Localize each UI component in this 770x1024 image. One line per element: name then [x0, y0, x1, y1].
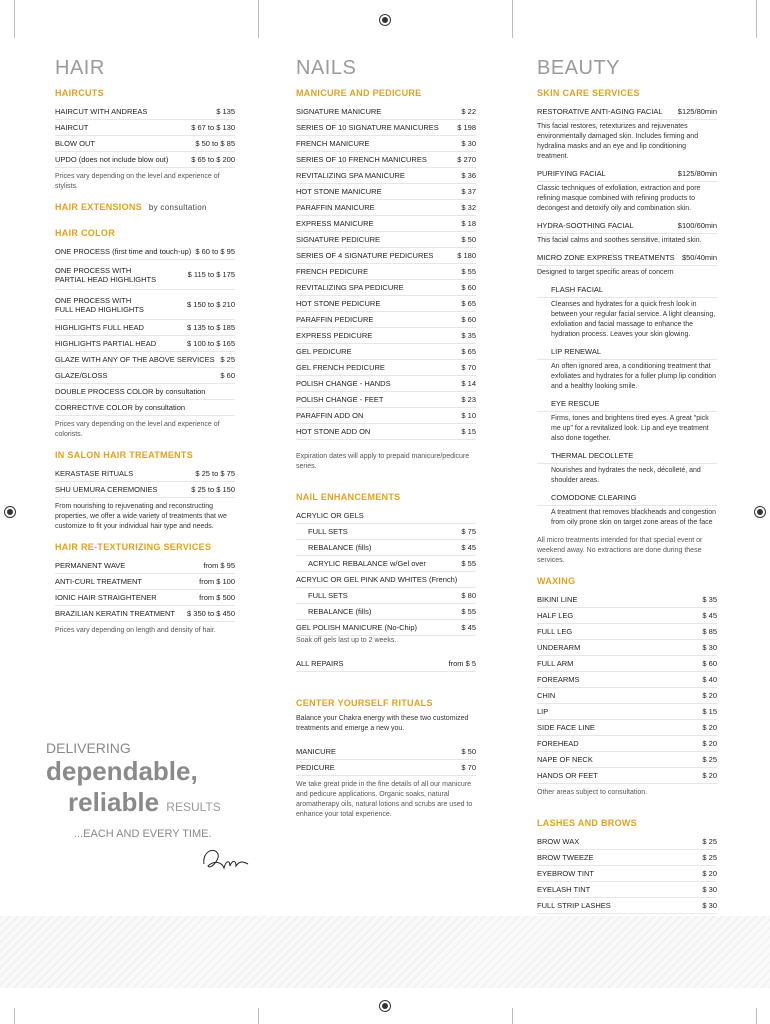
retexturizing-row — [55, 574, 235, 590]
item-name: ONE PROCESS WITH FULL HEAD HIGHLIGHTS — [55, 295, 144, 314]
item-price: $ 55 — [461, 559, 476, 568]
item-name: HIGHLIGHTS PARTIAL HEAD — [55, 339, 157, 348]
facial-row — [537, 104, 717, 120]
manicure-row — [296, 152, 476, 168]
crop-mark — [258, 1008, 259, 1024]
item-price: $ 65 — [461, 347, 476, 356]
retexturizing-list — [55, 558, 235, 622]
item-name: HOT STONE PEDICURE — [296, 299, 381, 308]
item-name: POLISH CHANGE - FEET — [296, 395, 384, 404]
item-name: FULL ARM — [537, 659, 574, 668]
item-price: $ 37 — [461, 187, 476, 196]
item-price: $ 75 — [461, 527, 476, 536]
manicure-row — [296, 216, 476, 232]
rituals-note: We take great pride in the fine details of all our manicure and pedicure applications. Organic soaks, natural aromatherapy oils, natural lotions and scrubs are used to enhance your total experience. — [296, 781, 473, 818]
item-price: $ 20 — [702, 723, 717, 732]
lashes-heading: LASHES AND BROWS — [537, 818, 637, 828]
item-name: SIGNATURE MANICURE — [296, 107, 382, 116]
manicure-row — [296, 104, 476, 120]
item-name: REVITALIZING SPA MANICURE — [296, 171, 405, 180]
item-name: THERMAL DECOLLETE — [551, 451, 634, 460]
item-name: FOREARMS — [537, 675, 580, 684]
hair-color-note: Prices vary depending on the level and experience of colorists. — [55, 421, 220, 438]
waxing-row — [537, 608, 717, 624]
item-price: $ 25 — [220, 355, 235, 364]
item-name: EYELASH TINT — [537, 885, 591, 894]
item-name: ONE PROCESS (first time and touch-up) — [55, 247, 192, 256]
beauty-column — [537, 56, 717, 914]
item-price: $ 18 — [461, 219, 476, 228]
hair-color-row — [55, 320, 235, 336]
item-price: $ 67 to $ 130 — [191, 123, 235, 132]
retexturizing-row — [55, 606, 235, 622]
facial-price: $100/60min — [677, 221, 717, 230]
manicure-heading: MANICURE AND PEDICURE — [296, 88, 422, 98]
item-name: REVITALIZING SPA PEDICURE — [296, 283, 404, 292]
manicure-row — [296, 280, 476, 296]
item-name: EYE RESCUE — [551, 399, 600, 408]
facial-desc: Designed to target specific areas of concern — [537, 269, 674, 276]
item-price: $ 30 — [461, 139, 476, 148]
facial-price: $50/40min — [681, 253, 717, 262]
nails-title: NAILS — [296, 57, 357, 79]
item-price: $ 25 — [702, 853, 717, 862]
enhancement-row — [296, 524, 476, 540]
item-price: $ 25 — [702, 755, 717, 764]
manicure-row — [296, 344, 476, 360]
treatment-row — [55, 466, 235, 482]
manicure-note: Expiration dates will apply to prepaid manicure/pedicure series. — [296, 453, 470, 470]
item-name: BIKINI LINE — [537, 595, 578, 604]
enhancement-row — [296, 540, 476, 556]
manicure-row — [296, 424, 476, 440]
item-price: $ 60 — [220, 371, 235, 380]
item-name: COMODONE CLEARING — [551, 493, 637, 502]
item-price: $ 135 to $ 185 — [187, 323, 235, 332]
enhancement-row — [296, 556, 476, 572]
item-price: $ 180 — [457, 251, 476, 260]
retexturizing-row — [55, 558, 235, 574]
item-price: $ 85 — [702, 627, 717, 636]
micro-treatments-list — [537, 282, 717, 532]
manicure-row — [296, 264, 476, 280]
item-price: $ 60 to $ 95 — [195, 247, 235, 256]
item-name: EXPRESS PEDICURE — [296, 331, 373, 340]
item-price: $ 198 — [457, 123, 476, 132]
item-name: UPDO (does not include blow out) — [55, 155, 169, 164]
ritual-row — [296, 744, 476, 760]
item-price: $ 270 — [457, 155, 476, 164]
item-name: PERMANENT WAVE — [55, 561, 126, 570]
item-price: $ 50 — [461, 747, 476, 756]
hair-color-row — [55, 260, 235, 290]
item-name: GEL FRENCH PEDICURE — [296, 363, 385, 372]
item-price: $ 30 — [702, 901, 717, 910]
item-price: $ 30 — [702, 643, 717, 652]
item-name: PARAFFIN ADD ON — [296, 411, 364, 420]
micro-treatment-row — [537, 448, 717, 464]
item-name: CHIN — [537, 691, 556, 700]
tagline-line-2 — [68, 787, 256, 818]
facial-row — [537, 166, 717, 182]
tagline-line-3: ...EACH AND EVERY TIME. — [74, 828, 212, 840]
manicure-row — [296, 296, 476, 312]
facial-desc: This facial calms and soothes sensitive, irritated skin. — [537, 237, 702, 244]
tagline-results: RESULTS — [166, 800, 221, 814]
item-price: $ 15 — [461, 427, 476, 436]
repairs-name: ALL REPAIRS — [296, 659, 344, 668]
lash-row — [537, 882, 717, 898]
item-price: $ 50 to $ 85 — [195, 139, 235, 148]
item-price: $ 15 — [702, 707, 717, 716]
item-name: ONE PROCESS WITH PARTIAL HEAD HIGHLIGHTS — [55, 265, 157, 284]
item-name: BRAZILIAN KERATIN TREATMENT — [55, 609, 176, 618]
rituals-intro: Balance your Chakra energy with these two customized treatments and emerge a new you. — [296, 715, 469, 732]
hair-extensions-sub: by consultation — [148, 203, 207, 212]
registration-mark-icon — [379, 14, 391, 26]
beauty-title: BEAUTY — [537, 57, 621, 79]
micro-treatment-row — [537, 396, 717, 412]
manicure-row — [296, 392, 476, 408]
waxing-row — [537, 720, 717, 736]
item-name: ANTI-CURL TREATMENT — [55, 577, 142, 586]
item-price: $ 65 to $ 200 — [191, 155, 235, 164]
item-name: GEL PEDICURE — [296, 347, 352, 356]
item-name: CORRECTIVE COLOR by consultation — [55, 403, 186, 412]
crop-mark — [14, 1008, 15, 1024]
item-name: FOREHEAD — [537, 739, 579, 748]
retexturizing-heading: HAIR RE-TEXTURIZING SERVICES — [55, 542, 212, 552]
item-price: $ 20 — [702, 691, 717, 700]
item-name: FULL SETS — [308, 527, 348, 536]
facial-name: PURIFYING FACIAL — [537, 169, 606, 178]
hair-color-row — [55, 400, 235, 416]
item-name: SHU UEMURA CEREMONIES — [55, 485, 158, 494]
item-price: $ 350 to $ 450 — [187, 609, 235, 618]
enhancement-row — [296, 620, 476, 636]
micro-treatment-row — [537, 344, 717, 360]
tagline-delivering: DELIVERING — [46, 740, 131, 756]
facial-name: HYDRA-SOOTHING FACIAL — [537, 221, 634, 230]
item-price: $ 30 — [702, 885, 717, 894]
tagline-dependable: dependable, — [46, 756, 198, 786]
hair-color-row — [55, 290, 235, 320]
item-price: $ 23 — [461, 395, 476, 404]
item-price: from $ 95 — [203, 561, 235, 570]
item-price: $ 115 to $ 175 — [187, 270, 235, 279]
enhancement-row — [296, 588, 476, 604]
treatments-note: From nourishing to rejuvenating and reconstructing properties, we offer a wide variety of treatments that we customize to fit your individual hair type and needs. — [55, 503, 227, 530]
tagline-reliable: reliable — [68, 787, 160, 817]
micro-treatment-desc: An often ignored area, a conditioning treatment that exfoliates and hydrates for a fuller plump lip condition and a healthy looking smile. — [551, 363, 716, 390]
item-name: IONIC HAIR STRAIGHTENER — [55, 593, 157, 602]
item-name: SIGNATURE PEDICURE — [296, 235, 381, 244]
item-name: KERASTASE RITUALS — [55, 469, 134, 478]
item-price: $ 65 — [461, 299, 476, 308]
item-price: $ 35 — [461, 331, 476, 340]
haircut-row — [55, 104, 235, 120]
crop-mark — [756, 0, 757, 38]
item-name: HALF LEG — [537, 611, 574, 620]
manicure-row — [296, 120, 476, 136]
waxing-row — [537, 736, 717, 752]
haircuts-list — [55, 104, 235, 168]
item-name: BROW WAX — [537, 837, 580, 846]
facial-price: $125/80min — [677, 107, 717, 116]
hair-color-heading: HAIR COLOR — [55, 228, 115, 238]
crop-mark — [512, 0, 513, 38]
item-name: DOUBLE PROCESS COLOR by consultation — [55, 387, 206, 396]
micro-treatment-row — [537, 282, 717, 298]
waxing-row — [537, 592, 717, 608]
item-name: HANDS OR FEET — [537, 771, 598, 780]
item-name: PARAFFIN MANICURE — [296, 203, 375, 212]
manicure-row — [296, 168, 476, 184]
treatment-row — [55, 482, 235, 498]
haircut-row — [55, 152, 235, 168]
item-name: SERIES OF 10 SIGNATURE MANICURES — [296, 123, 439, 132]
facial-desc: Classic techniques of exfoliation, extraction and pore refining masque combined with refining products to decongest and detoxify oily and combination skin. — [537, 185, 701, 212]
item-name: BLOW OUT — [55, 139, 96, 148]
item-name: HOT STONE ADD ON — [296, 427, 371, 436]
manicure-row — [296, 200, 476, 216]
manicure-row — [296, 376, 476, 392]
item-name: REBALANCE (fills) — [308, 607, 372, 616]
hair-color-row — [55, 384, 235, 400]
lash-row — [537, 866, 717, 882]
registration-mark-icon — [379, 1000, 391, 1012]
item-price: $ 60 — [461, 315, 476, 324]
lashes-list — [537, 834, 717, 914]
waxing-row — [537, 704, 717, 720]
item-price: $ 22 — [461, 107, 476, 116]
item-price: $ 55 — [461, 607, 476, 616]
item-name: REBALANCE (fills) — [308, 543, 372, 552]
item-name: FULL SETS — [308, 591, 348, 600]
treatments-heading: IN SALON HAIR TREATMENTS — [55, 450, 194, 460]
micro-note: All micro treatments intended for that special event or weekend away. No extractions are done during these services. — [537, 537, 703, 564]
tagline — [46, 740, 256, 840]
crop-mark — [14, 0, 15, 38]
micro-treatment-desc: A treatment that removes blackheads and congestion from oily prone skin on target zone areas of the face — [551, 509, 716, 526]
micro-treatment-desc: Nourishes and hydrates the neck, décolleté, and shoulder areas. — [551, 467, 701, 484]
crop-mark — [258, 0, 259, 38]
item-price: $ 70 — [461, 363, 476, 372]
item-price: $ 150 to $ 210 — [187, 300, 235, 309]
item-price: from $ 100 — [199, 577, 235, 586]
item-price: from $ 500 — [199, 593, 235, 602]
waxing-row — [537, 656, 717, 672]
item-price: $ 10 — [461, 411, 476, 420]
facial-name: MICRO ZONE EXPRESS TREATMENTS — [537, 253, 675, 262]
hair-color-row — [55, 368, 235, 384]
waxing-row — [537, 672, 717, 688]
item-name: PEDICURE — [296, 763, 335, 772]
facial-price: $125/80min — [677, 169, 717, 178]
item-price: $ 32 — [461, 203, 476, 212]
item-name: FRENCH MANICURE — [296, 139, 370, 148]
item-price: $ 40 — [702, 675, 717, 684]
item-price: $ 45 — [461, 543, 476, 552]
item-name: FLASH FACIAL — [551, 285, 604, 294]
item-name: FRENCH PEDICURE — [296, 267, 369, 276]
item-price: $ 80 — [461, 591, 476, 600]
treatments-list — [55, 466, 235, 498]
item-name: PARAFFIN PEDICURE — [296, 315, 374, 324]
manicure-row — [296, 248, 476, 264]
item-name: LIP RENEWAL — [551, 347, 602, 356]
item-price: $ 60 — [461, 283, 476, 292]
micro-treatment-row — [537, 490, 717, 506]
waxing-list — [537, 592, 717, 784]
manicure-row — [296, 232, 476, 248]
item-name: MANICURE — [296, 747, 337, 756]
enhancement-row — [296, 508, 476, 524]
waxing-row — [537, 624, 717, 640]
all-repairs-row — [296, 656, 476, 672]
item-name: EYEBROW TINT — [537, 869, 594, 878]
skin-care-heading: SKIN CARE SERVICES — [537, 88, 640, 98]
lash-row — [537, 850, 717, 866]
hair-extensions-heading — [55, 202, 235, 212]
waxing-row — [537, 768, 717, 784]
micro-treatment-desc: Firms, tones and brightens tired eyes. A great "pick me up" for a revitalized look. Lip and eye treatment also done together. — [551, 415, 709, 442]
item-name: POLISH CHANGE - HANDS — [296, 379, 391, 388]
enhancements-list — [296, 508, 476, 636]
item-name: GLAZE WITH ANY OF THE ABOVE SERVICES — [55, 355, 215, 364]
item-price: $ 50 — [461, 235, 476, 244]
item-name: NAPE OF NECK — [537, 755, 593, 764]
item-name: SERIES OF 10 FRENCH MANICURES — [296, 155, 427, 164]
waxing-row — [537, 752, 717, 768]
item-name: ACRYLIC OR GEL PINK AND WHITES (French) — [296, 575, 458, 584]
item-name: HAIRCUT — [55, 123, 89, 132]
retexturizing-row — [55, 590, 235, 606]
item-price: $ 36 — [461, 171, 476, 180]
hair-title: HAIR — [55, 57, 105, 79]
item-price: $ 25 — [702, 837, 717, 846]
manicure-row — [296, 328, 476, 344]
item-name: FULL LEG — [537, 627, 573, 636]
item-name: HOT STONE MANICURE — [296, 187, 382, 196]
hair-extensions-label: HAIR EXTENSIONS — [55, 202, 143, 212]
ritual-row — [296, 760, 476, 776]
item-name: LIP — [537, 707, 549, 716]
facial-desc: This facial restores, retexturizes and rejuvenates environmentally damaged skin. Includes firming and hydralina masks and an eye and lip conditioning treatment. — [537, 123, 699, 160]
manicure-row — [296, 136, 476, 152]
haircut-row — [55, 120, 235, 136]
item-name: UNDERARM — [537, 643, 581, 652]
decorative-pattern-band — [0, 916, 770, 988]
item-price: $ 20 — [702, 869, 717, 878]
facial-row — [537, 250, 717, 266]
waxing-heading: WAXING — [537, 576, 576, 586]
registration-mark-icon — [4, 506, 16, 518]
hair-color-row — [55, 352, 235, 368]
lash-row — [537, 834, 717, 850]
facial-row — [537, 218, 717, 234]
item-price: $ 55 — [461, 267, 476, 276]
crop-mark — [512, 1008, 513, 1024]
item-name: FULL STRIP LASHES — [537, 901, 611, 910]
rituals-list — [296, 744, 476, 776]
hair-color-row — [55, 336, 235, 352]
item-price: $ 20 — [702, 771, 717, 780]
micro-treatment-desc: Cleanses and hydrates for a quick fresh look in between your regular facial service. A light cleansing, exfoliation and facial massage to enhance the hydration process. Leaves your skin glowing. — [551, 301, 716, 338]
facial-name: RESTORATIVE ANTI-AGING FACIAL — [537, 107, 663, 116]
hair-column — [55, 56, 235, 646]
item-price: $ 14 — [461, 379, 476, 388]
enhancement-row — [296, 604, 476, 620]
manicure-row — [296, 360, 476, 376]
item-name: ACRYLIC OR GELS — [296, 511, 364, 520]
waxing-row — [537, 640, 717, 656]
enhancements-heading: NAIL ENHANCEMENTS — [296, 492, 401, 502]
enhancement-row — [296, 572, 476, 588]
manicure-row — [296, 408, 476, 424]
item-price: $ 35 — [702, 595, 717, 604]
retexturizing-note: Prices vary depending on length and density of hair. — [55, 627, 216, 634]
manicure-row — [296, 184, 476, 200]
nails-column — [296, 56, 476, 830]
item-price: $ 45 — [702, 611, 717, 620]
item-price: $ 45 — [461, 623, 476, 632]
item-name: GLAZE/GLOSS — [55, 371, 108, 380]
hair-color-row — [55, 244, 235, 260]
manicure-list — [296, 104, 476, 440]
item-price: $ 60 — [702, 659, 717, 668]
rituals-heading: CENTER YOURSELF RITUALS — [296, 698, 433, 708]
item-name: HAIRCUT WITH ANDREAS — [55, 107, 148, 116]
item-price: $ 25 to $ 75 — [195, 469, 235, 478]
tagline-line-1 — [46, 740, 256, 787]
item-name: SIDE FACE LINE — [537, 723, 595, 732]
haircuts-heading: HAIRCUTS — [55, 88, 104, 98]
manicure-row — [296, 312, 476, 328]
item-name: BROW TWEEZE — [537, 853, 594, 862]
item-price: $ 135 — [216, 107, 235, 116]
lash-row — [537, 898, 717, 914]
item-name: GEL POLISH MANICURE (No-Chip) — [296, 623, 417, 632]
waxing-row — [537, 688, 717, 704]
hair-color-list — [55, 244, 235, 416]
haircut-row — [55, 136, 235, 152]
crop-mark — [756, 1008, 757, 1024]
item-price: $ 25 to $ 150 — [191, 485, 235, 494]
item-name: SERIES OF 4 SIGNATURE PEDICURES — [296, 251, 434, 260]
repairs-price: from $ 5 — [448, 659, 476, 668]
item-price: $ 100 to $ 165 — [187, 339, 235, 348]
item-name: EXPRESS MANICURE — [296, 219, 374, 228]
item-price: $ 20 — [702, 739, 717, 748]
item-price: $ 70 — [461, 763, 476, 772]
item-name: HIGHLIGHTS FULL HEAD — [55, 323, 144, 332]
gel-note: Soak off gels last up to 2 weeks. — [296, 637, 397, 644]
item-name: ACRYLIC REBALANCE w/Gel over — [308, 559, 426, 568]
waxing-note: Other areas subject to consultation. — [537, 789, 648, 796]
haircuts-note: Prices vary depending on the level and experience of stylists. — [55, 173, 220, 190]
signature-icon — [200, 842, 252, 878]
registration-mark-icon — [754, 506, 766, 518]
